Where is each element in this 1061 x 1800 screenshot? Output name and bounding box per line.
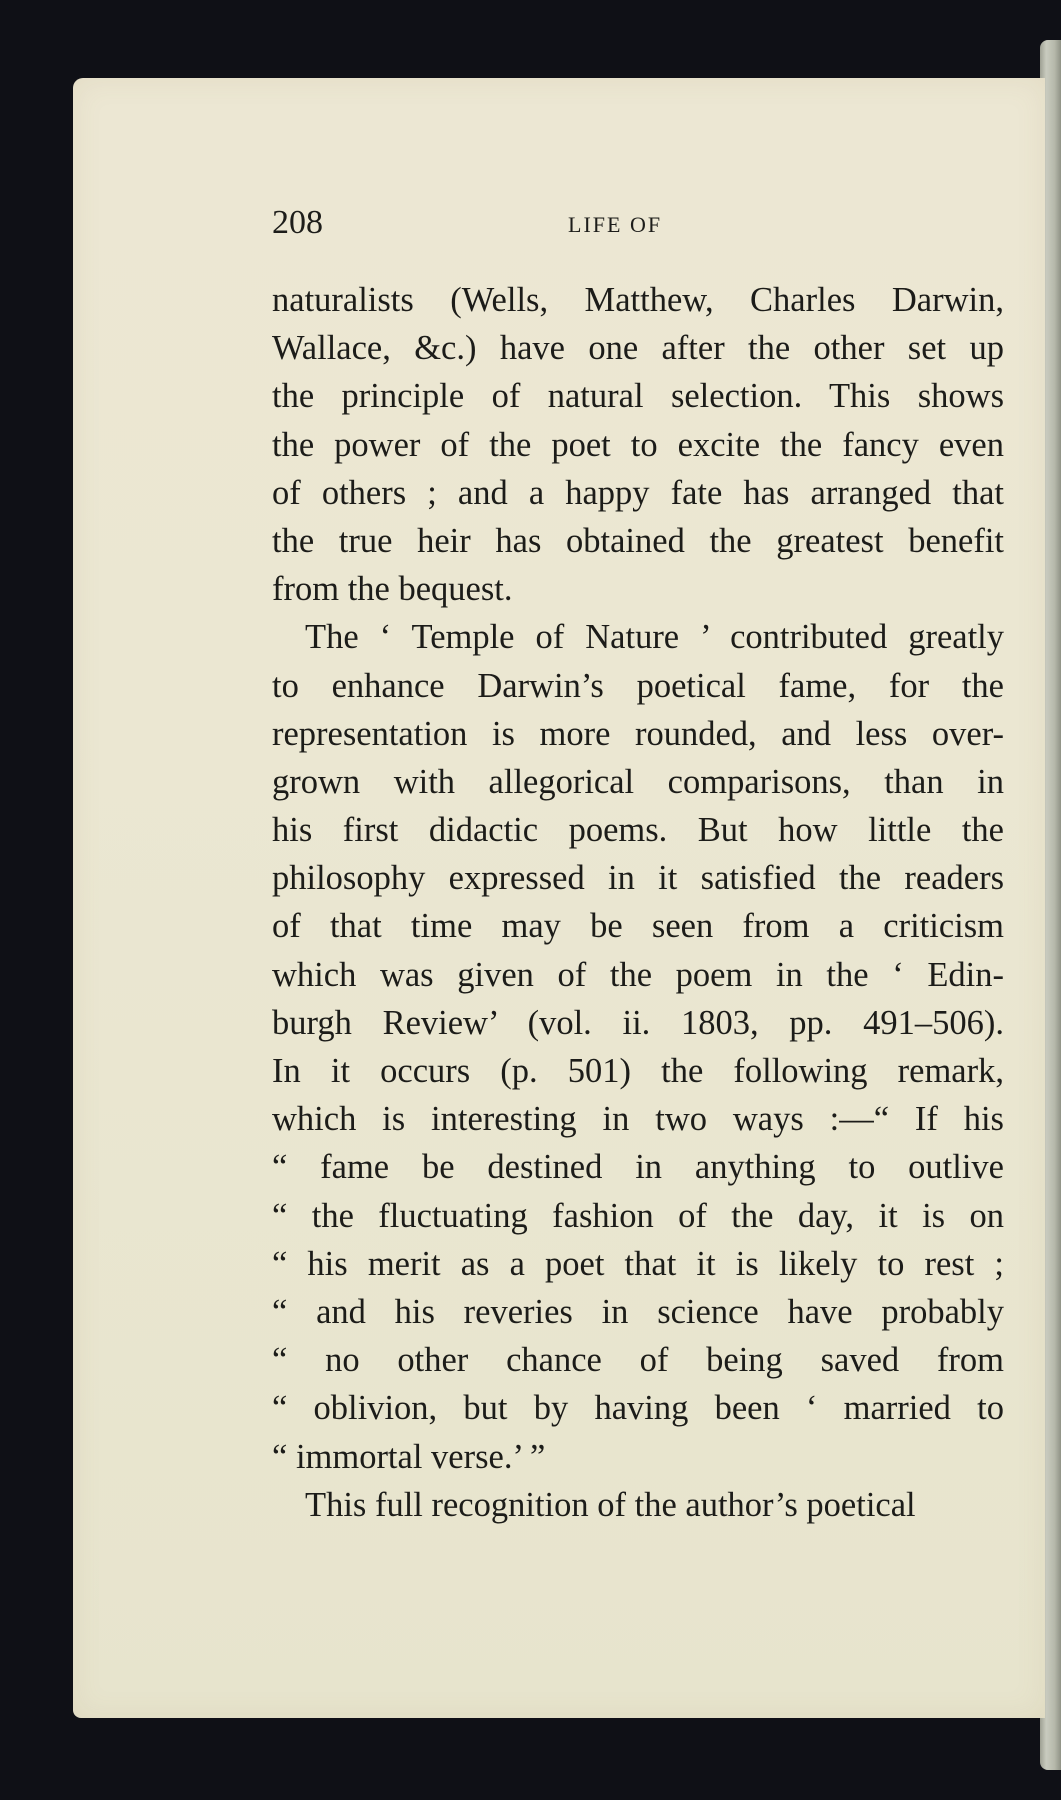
text-line: “ his merit as a poet that it is likely to rest ;	[272, 1244, 1004, 1283]
text-line: “ fame be destined in anything to outlive	[272, 1148, 1004, 1187]
text-line: of that time may be seen from a criticism	[272, 907, 1004, 946]
text-line: his first didactic poems. But how little the	[272, 811, 1004, 850]
page-header	[272, 203, 1004, 243]
text-line: The ‘ Temple of Nature ’ contributed greatly	[305, 618, 1004, 657]
text-line: the true heir has obtained the greatest benefit	[272, 521, 1004, 560]
text-line: “ and his reveries in science have probably	[272, 1292, 1004, 1331]
text-line: of others ; and a happy fate has arranged that	[272, 473, 1004, 512]
text-line: “ immortal verse.’ ”	[272, 1437, 546, 1476]
text-line: “ the fluctuating fashion of the day, it is on	[272, 1196, 1004, 1235]
text-line: the principle of natural selection. This shows	[272, 377, 1004, 416]
text-line: This full recognition of the author’s poetical	[305, 1485, 916, 1524]
text-line: representation is more rounded, and less over-	[272, 714, 1004, 753]
text-line: “ oblivion, but by having been ‘ married to	[272, 1389, 1004, 1428]
text-line: from the bequest.	[272, 570, 513, 609]
running-head: LIFE OF	[568, 212, 663, 237]
text-line: naturalists (Wells, Matthew, Charles Darwin,	[272, 281, 1004, 319]
page-number: 208	[272, 204, 323, 241]
body-text	[272, 276, 1004, 1529]
text-line: “ no other chance of being saved from	[272, 1341, 1004, 1380]
text-line: which was given of the poem in the ‘ Edin-	[272, 955, 1004, 994]
text-line: grown with allegorical comparisons, than in	[272, 762, 1004, 801]
text-line: the power of the poet to excite the fancy even	[272, 425, 1004, 464]
text-line: to enhance Darwin’s poetical fame, for the	[272, 666, 1004, 705]
text-line: burgh Review’ (vol. ii. 1803, pp. 491–506).	[272, 1003, 1004, 1042]
text-line: which is interesting in two ways :—“ If his	[272, 1100, 1004, 1139]
text-line: philosophy expressed in it satisfied the readers	[272, 859, 1004, 898]
text-line: In it occurs (p. 501) the following remark,	[272, 1052, 1004, 1090]
text-line: Wallace, &c.) have one after the other set up	[272, 329, 1004, 368]
